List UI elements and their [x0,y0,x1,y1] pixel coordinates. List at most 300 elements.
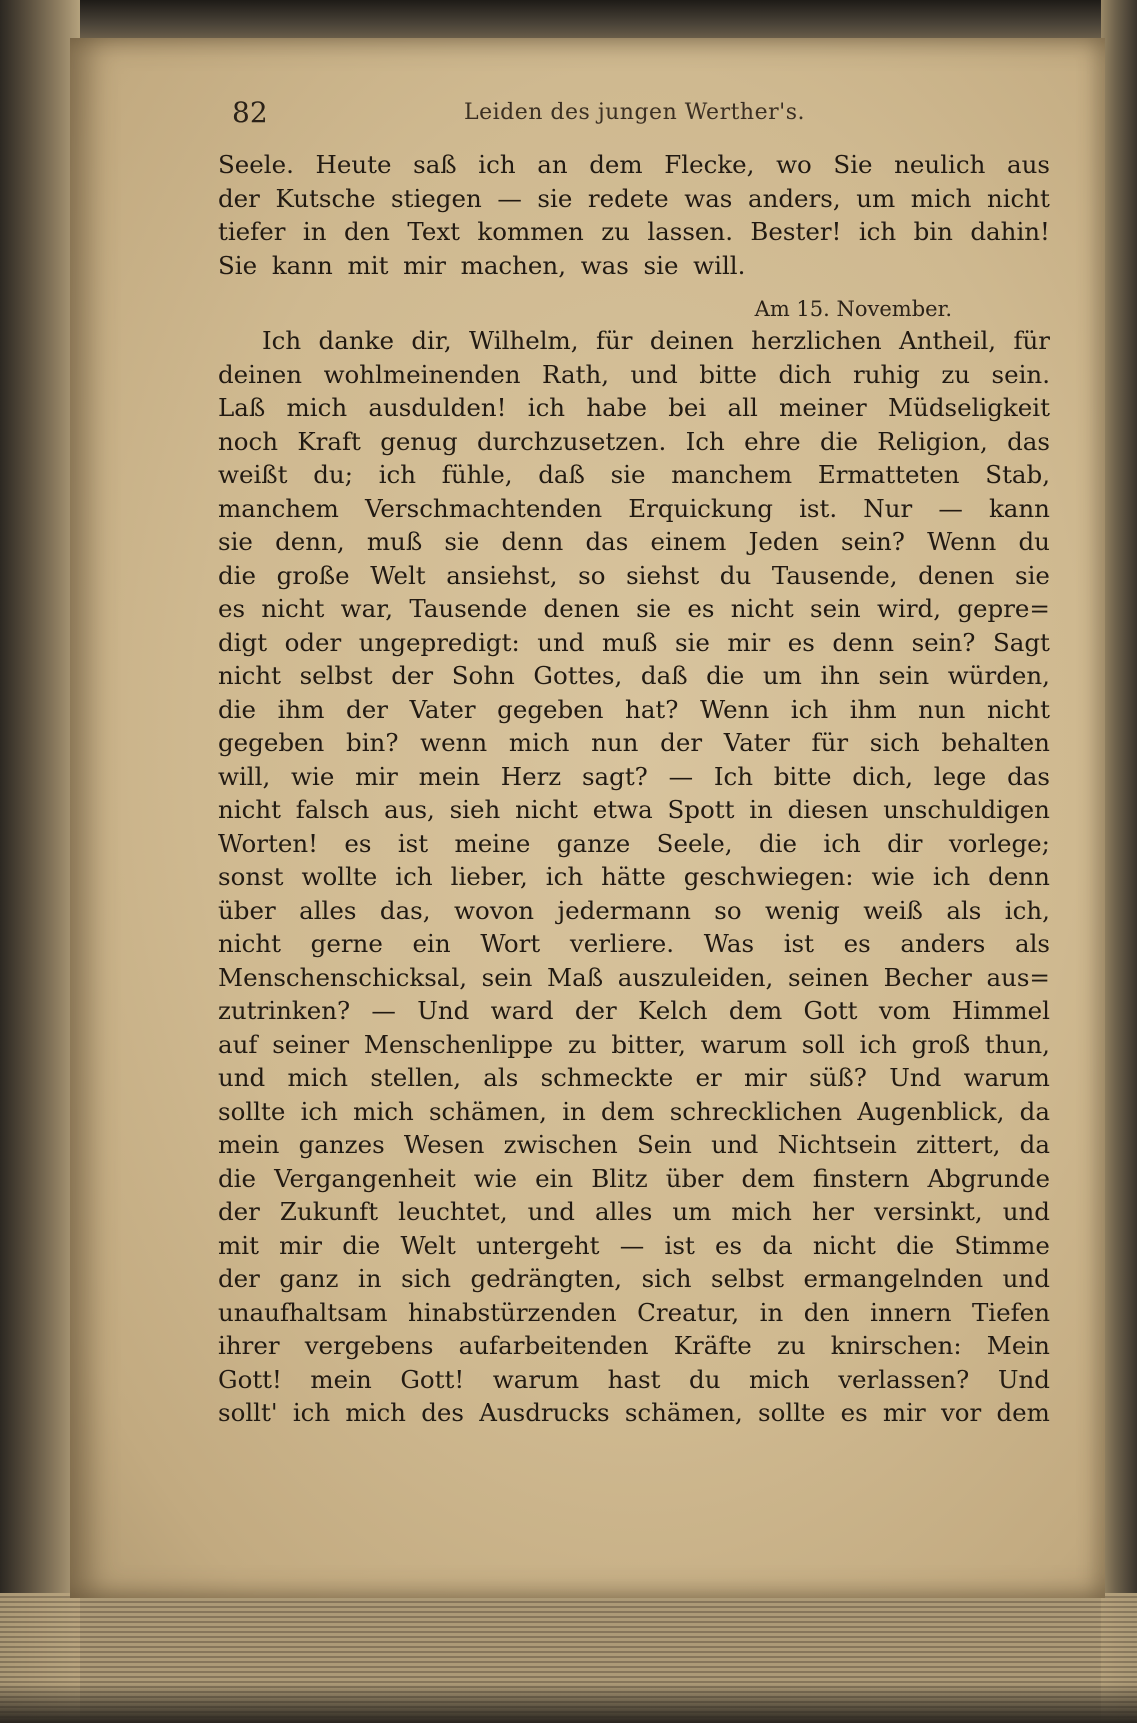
word: es [218,594,246,623]
word: lassen. [647,217,733,246]
word: Heute [315,150,392,179]
word: mich [910,183,972,213]
word: alles [594,1197,653,1226]
text-line [218,760,1050,794]
word: Tiefen [971,1297,1050,1327]
word: verlassen? [838,1364,970,1394]
text-line [218,391,1050,425]
word: mich [508,728,570,757]
text-line [218,492,1050,526]
text-line [218,726,1050,760]
word: ich [823,828,861,858]
word: ich [300,1096,338,1126]
word: wenig [765,895,840,925]
word: anders [900,929,986,958]
word: siehst [626,560,700,590]
word: schämen, [428,1096,547,1126]
word: Text [407,217,460,246]
word: gegeben [497,694,604,724]
word: bei [668,393,707,422]
letter-date: Am 15. November. [754,297,952,321]
word: ihm [277,694,325,724]
word: ganz [279,1264,339,1293]
word: denn, [275,527,345,556]
word: mit [347,250,389,280]
word: Was [703,929,755,958]
word: Ich [262,326,302,355]
word: schrecklichen [669,1096,843,1126]
word: falsch [295,795,370,824]
word: mein [418,761,480,791]
word: mir [279,1230,322,1260]
text-line [218,358,1050,392]
word: bin [913,217,953,246]
word: ansiehst, [446,560,558,590]
word: sollte [218,1096,286,1126]
word: sein [810,594,861,623]
word: lieber, [450,862,528,891]
word: das [1007,426,1050,456]
text-line [218,458,1050,492]
word: sie [674,627,710,657]
text-line [218,1128,1050,1162]
text-line [218,215,1050,249]
text-line [218,425,1050,459]
word: dem [589,150,643,179]
word: Himmel [951,996,1050,1025]
word: nicht [987,694,1050,724]
word: anders, [747,183,841,213]
word: als [483,1063,519,1092]
word: seiner [272,1029,350,1059]
word: soll [801,1029,845,1059]
text-line [218,1262,1050,1296]
word: Und [417,996,470,1025]
word: Vergangenheit [274,1163,456,1193]
word: Blitz [591,1163,648,1193]
page-number: 82 [232,96,268,129]
word: wie [291,761,335,791]
word: sie [1015,560,1050,590]
word: saß [413,150,457,179]
word: ein [412,929,451,958]
text-line [218,1329,1050,1363]
word: nicht [986,183,1050,213]
word: — [497,183,522,213]
word: Abgrunde [927,1163,1050,1193]
text-line [218,994,1050,1028]
word: nicht [218,661,281,690]
word: ruhig [853,359,920,389]
word: gerne [310,929,383,958]
word: aufarbeitenden [458,1331,649,1360]
word: ich [790,694,829,724]
word: aus= [986,962,1050,992]
word: hätte [601,862,666,891]
word: genug [380,426,458,456]
word: — [619,1230,645,1260]
word: das [1007,761,1050,791]
text-line [218,1095,1050,1129]
word: dahin! [970,217,1050,246]
word: in [562,1096,586,1126]
word: schmeckte [540,1063,674,1092]
word: wollte [301,862,378,891]
word: Gott [803,996,858,1025]
word: mich [345,1398,406,1427]
word: der [660,728,703,757]
word: kann [271,250,333,280]
word: die [218,560,257,590]
word: das [585,527,629,556]
word: dir, [411,326,452,355]
word: manchem [671,460,793,489]
word: ist. [799,493,838,523]
word: wohlmeinenden [323,359,521,389]
word: sie [537,183,573,213]
word: mein [218,1130,280,1159]
word: Zukunft [279,1197,379,1226]
word: mein [310,1364,372,1394]
word: dem [601,1096,655,1126]
word: etwa [592,795,653,824]
text-line [218,894,1050,928]
word: gegeben [218,728,325,757]
word: manchem [218,493,339,523]
word: und [218,1063,266,1092]
text-line [218,592,1050,626]
word: Menschenlippe [363,1029,554,1059]
word: sie [636,594,672,623]
word: zittert, [916,1130,1001,1159]
word: ihn [820,661,860,690]
word: bitte [699,359,757,389]
word: dem [996,1398,1050,1427]
word: es [843,929,871,958]
word: sich [869,728,920,757]
bottom-shadow [0,1683,1137,1723]
word: nicht [730,594,794,623]
word: auszuleiden, [617,962,774,992]
word: ist [664,1230,695,1260]
word: aus [1007,150,1050,179]
text-line [218,559,1050,593]
word: nun [918,694,966,724]
word: süß? [809,1063,867,1092]
word: wie [473,1163,518,1193]
word: sollt' [218,1398,278,1427]
word: ihm [849,694,897,724]
word: bitter, [611,1029,686,1059]
word: nicht [218,795,281,824]
word: — [938,493,963,523]
word: ermangelnden [803,1264,984,1293]
word: Menschenschicksal, [218,962,467,992]
word: kann [988,493,1050,523]
word: thun, [984,1029,1050,1059]
word: dir [887,828,923,858]
word: mir [727,627,771,657]
word: gepre= [957,594,1050,623]
word: unschuldigen [883,795,1050,824]
word: mir [744,1063,787,1092]
text-line [218,1229,1050,1263]
word: an [537,150,568,179]
word: Rath, [542,359,610,389]
word: es [687,594,715,623]
word: groß [911,1029,971,1059]
word: untergeht [476,1230,600,1260]
text-line [218,827,1050,861]
word: ist [783,929,814,958]
word: ich, [1004,895,1050,925]
word: du [689,1364,721,1394]
word: Ausdrucks [479,1398,610,1427]
word: sich [641,1264,692,1293]
word: was [580,250,629,280]
word: da [762,1230,793,1260]
word: zu [601,217,630,246]
word: seinen [787,962,869,992]
word: der [346,694,388,724]
word: sonst [218,862,284,891]
word: geschwiegen: [683,862,854,891]
word: Worten! [218,828,318,858]
word: kommen [477,217,584,246]
word: für [811,728,849,757]
word: Verschmachtenden [364,493,603,523]
word: warum [700,1029,787,1059]
text-line [218,1363,1050,1397]
text-line [218,1162,1050,1196]
text-line [218,1296,1050,1330]
word: digt [218,627,268,657]
word: her [811,1197,854,1226]
word: er [695,1063,722,1092]
word: denn [988,862,1050,891]
word: denen [918,560,995,590]
text-line [218,182,1050,216]
word: in [357,1264,382,1293]
word: oder [284,627,342,657]
word: in [759,1297,784,1327]
word: das, [379,895,431,925]
word: Sohn [451,661,515,690]
text-line [218,793,1050,827]
word: um [762,661,802,690]
word: nicht [812,1230,876,1260]
word: für [595,326,633,355]
word: Welt [400,1230,456,1260]
word: Kutsche [275,183,376,213]
word: — [668,761,694,791]
word: sagt? [581,761,648,791]
word: nicht [515,795,579,824]
word: da [1019,1130,1050,1159]
word: bin? [346,728,399,757]
word: sein [481,962,533,992]
word: was [684,183,733,213]
text-line [218,1396,1050,1430]
word: der [574,996,617,1025]
word: so [578,560,606,590]
word: daß [640,661,688,690]
book-binding-gutter [0,0,80,1723]
word: mich [731,1197,792,1226]
word: all [727,393,758,422]
word: Vater [409,694,476,724]
word: zu [776,1331,806,1360]
word: Bester! [750,217,842,246]
text-line [218,1061,1050,1095]
word: auf [218,1029,258,1059]
text-line [218,1195,1050,1229]
word: ich [932,862,971,891]
word: zu [567,1029,597,1059]
word: Wenn [927,527,997,556]
word: muß [366,527,423,556]
word: Creatur, [637,1297,740,1327]
word: mit [218,1230,259,1260]
word: Religion, [877,426,988,456]
word: es [840,1398,868,1427]
word: Antheil, [899,326,997,355]
word: — [371,996,396,1025]
word: fühle, [441,460,513,489]
word: in [749,795,773,824]
word: daß [538,460,585,489]
word: Tausende, [771,560,898,590]
word: wo [776,150,812,179]
word: ich [527,393,566,422]
word: selbst [711,1264,785,1293]
page-header [232,96,992,138]
text-line [218,324,1050,358]
word: es [344,828,372,858]
word: deinen [649,326,734,355]
text-line [218,693,1050,727]
book-fore-edge [1101,0,1137,1723]
word: ganze [556,828,631,858]
word: Stimme [954,1230,1050,1260]
word: nun [591,728,639,757]
word: den [803,1297,850,1327]
word: vom [878,996,931,1025]
word: du [1018,527,1050,556]
word: sollte [758,1398,826,1427]
word: vor [940,1398,982,1427]
word: Welt [370,560,426,590]
word: herzlichen [751,326,882,355]
word: will, [218,761,271,791]
word: durchzusetzen. [477,426,667,456]
word: über [665,1163,724,1193]
word: und [1002,1264,1050,1293]
word: ist [397,828,429,858]
word: meiner [779,393,867,422]
text-line [218,1028,1050,1062]
word: Und [997,1364,1050,1394]
text-line [218,249,1050,283]
word: mir [355,761,398,791]
word: weiß [863,895,923,925]
word: Gottes, [533,661,623,690]
word: Gott! [400,1364,465,1394]
word: diesen [787,795,869,824]
word: würden, [947,661,1050,690]
word: Seele, [656,828,733,858]
word: ich [858,217,897,246]
word: sein. [991,359,1050,389]
word: Seele. [218,150,294,179]
word: Nur [863,493,913,523]
word: da [1019,1096,1050,1126]
word: vorlege; [948,828,1050,858]
word: nicht [261,594,325,623]
word: die [342,1230,381,1260]
word: Nichtsein [777,1130,897,1159]
book-top-edge [0,0,1137,40]
word: Maß [547,962,604,992]
word: Laß [218,393,266,422]
word: Gott! [218,1364,282,1394]
word: schämen, [624,1398,743,1427]
word: und [1002,1197,1050,1226]
word: einem [650,527,727,556]
letter-body [218,324,1050,1430]
word: Kraft [297,426,361,456]
word: die [218,694,257,724]
word: Mein [986,1331,1050,1360]
word: wird, [877,594,942,623]
word: neulich [894,150,986,179]
word: Vater [723,728,790,757]
word: mich [353,1096,414,1126]
word: den [343,217,390,246]
word: Sie [218,250,258,280]
word: tiefer [218,217,286,246]
word: selbst [299,661,373,690]
word: ungepredigt: [358,627,520,657]
word: ganzes [298,1130,385,1159]
word: weißt [218,460,288,489]
text-line [218,860,1050,894]
word: machen, [460,250,566,280]
word: ich [478,150,516,179]
word: ich [378,460,417,489]
word: die [896,1230,935,1260]
word: der [218,183,260,213]
word: sein? [841,527,905,556]
word: Ich [685,426,725,456]
word: mich [286,393,348,422]
word: warum [963,1063,1050,1092]
word: Becher [883,962,972,992]
word: sein [878,661,930,690]
word: wie [871,862,915,891]
word: ich [292,1398,331,1427]
word: mir [403,250,446,280]
word: hinabstürzenden [407,1297,617,1327]
word: Sagt [992,627,1050,657]
word: Sie [833,150,873,179]
word: muß [602,627,658,657]
word: Wenn [699,694,770,724]
word: ich [395,862,433,891]
word: du; [313,460,353,489]
word: mich [749,1364,810,1394]
word: zu [941,359,971,389]
